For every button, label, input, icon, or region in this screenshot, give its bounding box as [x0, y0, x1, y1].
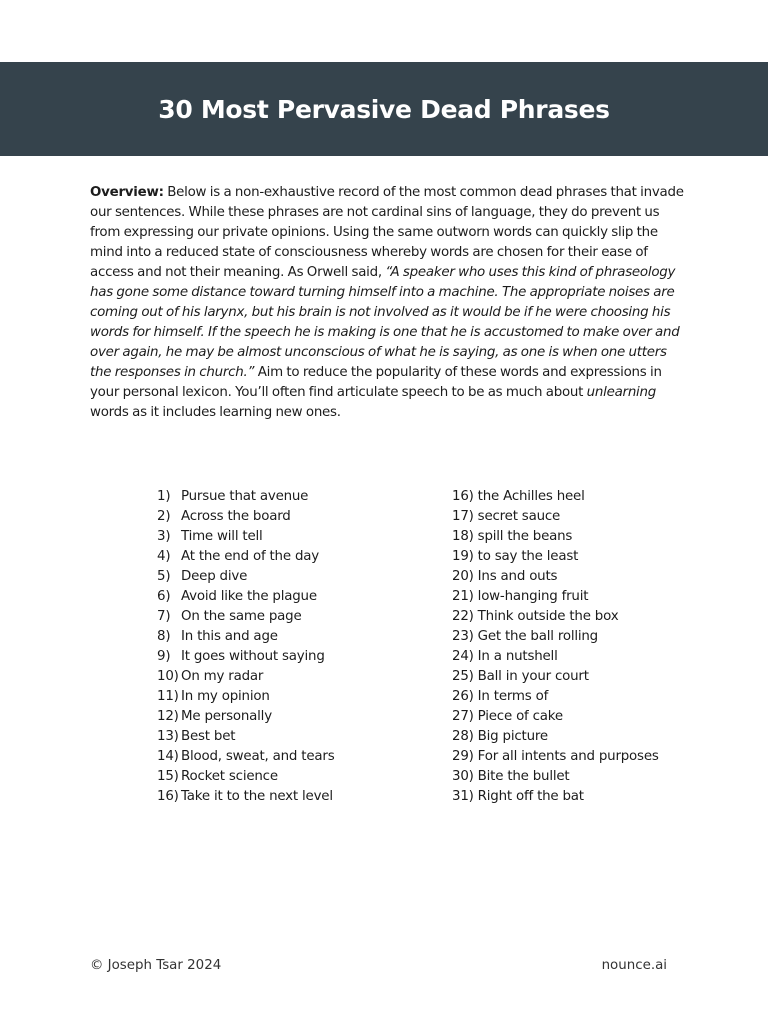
phrase-number: 31): [452, 789, 474, 804]
phrase-item: [157, 567, 407, 587]
phrase-number: 24): [452, 649, 474, 664]
phrase-item: [157, 687, 407, 707]
phrase-number: 17): [452, 509, 474, 524]
phrase-item: [157, 627, 407, 647]
phrase-item: [452, 627, 702, 647]
phrase-text: Pursue that avenue: [181, 489, 309, 504]
overview-text-middle: Aim to reduce the popularity of these words and expressions in your personal lexicon. You’ll often find articulate speech to be as much about: [90, 365, 662, 400]
phrase-text: Piece of cake: [477, 709, 563, 724]
phrase-text: On my radar: [181, 669, 264, 684]
phrase-text: the Achilles heel: [477, 489, 585, 504]
phrase-number: 19): [452, 549, 474, 564]
title-banner: [0, 62, 768, 156]
phrase-text: For all intents and purposes: [477, 749, 659, 764]
overview-section: [90, 183, 690, 423]
phrase-number: 3): [157, 529, 171, 544]
phrase-number: 25): [452, 669, 474, 684]
phrase-item: [452, 527, 702, 547]
phrase-number: 2): [157, 509, 171, 524]
phrase-number: 23): [452, 629, 474, 644]
phrase-text: In this and age: [181, 629, 278, 644]
phrase-text: Blood, sweat, and tears: [181, 749, 335, 764]
phrase-number: 21): [452, 589, 474, 604]
phrase-text: Ins and outs: [477, 569, 558, 584]
phrase-text: In a nutshell: [477, 649, 558, 664]
phrase-list-right: [452, 487, 702, 807]
overview-emphasis: unlearning: [586, 385, 657, 400]
phrase-item: [157, 747, 407, 767]
phrase-item: [157, 667, 407, 687]
phrase-text: Best bet: [181, 729, 236, 744]
orwell-quote: “A speaker who uses this kind of phraseology has gone some distance toward turning himself into a machine. The appropriate noises are coming out of his larynx, but his brain is not involved as it would be if he were choosing his words for himself. If the speech he is making is one that he is accustomed to make over and over again, he may be almost unconscious of what he is saying, as one is when one utters the responses in church.”: [90, 265, 680, 380]
phrase-text: secret sauce: [477, 509, 561, 524]
phrase-text: Get the ball rolling: [477, 629, 598, 644]
phrase-text: low-hanging fruit: [477, 589, 589, 604]
overview-label: Overview:: [90, 185, 164, 200]
phrase-item: [452, 567, 702, 587]
phrase-item: [452, 787, 702, 807]
phrase-item: [157, 507, 407, 527]
phrase-number: 15): [157, 769, 179, 784]
phrase-number: 16): [452, 489, 474, 504]
phrase-item: [157, 487, 407, 507]
overview-text-intro: Below is a non-exhaustive record of the most common dead phrases that invade our sentences. While these phrases are not cardinal sins of language, they do prevent us from expressing our private opinions. Using the same outworn words can quickly slip the mind into a reduced state of consciousness whereby words are chosen for their ease of access and not their meaning. As Orwell said,: [90, 185, 684, 280]
phrase-item: [452, 607, 702, 627]
overview-text-end: words as it includes learning new ones.: [90, 405, 341, 420]
phrase-item: [452, 727, 702, 747]
phrase-item: [452, 667, 702, 687]
phrase-item: [157, 607, 407, 627]
phrase-text: It goes without saying: [181, 649, 325, 664]
phrase-item: [452, 707, 702, 727]
phrase-item: [157, 527, 407, 547]
phrase-number: 28): [452, 729, 474, 744]
footer-copyright: © Joseph Tsar 2024: [90, 958, 222, 973]
phrase-number: 18): [452, 529, 474, 544]
phrase-number: 22): [452, 609, 474, 624]
phrase-text: spill the beans: [477, 529, 573, 544]
phrase-text: In terms of: [477, 689, 549, 704]
phrase-text: Time will tell: [181, 529, 263, 544]
phrase-item: [452, 747, 702, 767]
phrase-text: Bite the bullet: [477, 769, 570, 784]
phrase-item: [157, 707, 407, 727]
phrase-number: 7): [157, 609, 171, 624]
phrase-number: 11): [157, 689, 179, 704]
phrase-text: Avoid like the plague: [181, 589, 317, 604]
phrase-number: 29): [452, 749, 474, 764]
phrase-item: [452, 687, 702, 707]
phrase-item: [452, 647, 702, 667]
phrase-item: [452, 487, 702, 507]
phrase-text: Ball in your court: [477, 669, 589, 684]
phrase-number: 10): [157, 669, 179, 684]
overview-paragraph: [90, 183, 690, 423]
phrase-number: 1): [157, 489, 171, 504]
phrase-number: 6): [157, 589, 171, 604]
phrase-number: 13): [157, 729, 179, 744]
phrase-text: Think outside the box: [477, 609, 619, 624]
phrase-item: [157, 587, 407, 607]
phrase-item: [452, 767, 702, 787]
phrase-text: Rocket science: [181, 769, 278, 784]
phrase-text: Big picture: [477, 729, 548, 744]
phrase-item: [452, 507, 702, 527]
phrase-number: 9): [157, 649, 171, 664]
phrase-text: Deep dive: [181, 569, 248, 584]
phrase-item: [157, 547, 407, 567]
phrase-number: 12): [157, 709, 179, 724]
phrase-item: [157, 767, 407, 787]
phrase-number: 16): [157, 789, 179, 804]
phrase-item: [157, 727, 407, 747]
phrase-number: 30): [452, 769, 474, 784]
phrase-number: 5): [157, 569, 171, 584]
phrase-text: In my opinion: [181, 689, 270, 704]
phrase-number: 14): [157, 749, 179, 764]
phrase-number: 26): [452, 689, 474, 704]
phrase-item: [157, 787, 407, 807]
phrase-list-left: [157, 487, 407, 807]
phrase-number: 20): [452, 569, 474, 584]
phrase-text: At the end of the day: [181, 549, 319, 564]
phrase-number: 8): [157, 629, 171, 644]
phrase-text: On the same page: [181, 609, 302, 624]
phrase-number: 4): [157, 549, 171, 564]
phrase-item: [452, 587, 702, 607]
phrase-text: Right off the bat: [477, 789, 584, 804]
phrase-number: 27): [452, 709, 474, 724]
phrase-text: Across the board: [181, 509, 291, 524]
phrase-text: Me personally: [181, 709, 272, 724]
phrase-item: [157, 647, 407, 667]
phrase-text: to say the least: [477, 549, 579, 564]
phrase-item: [452, 547, 702, 567]
footer-site: nounce.ai: [601, 958, 667, 973]
phrase-text: Take it to the next level: [181, 789, 333, 804]
page-title: 30 Most Pervasive Dead Phrases: [158, 94, 610, 124]
